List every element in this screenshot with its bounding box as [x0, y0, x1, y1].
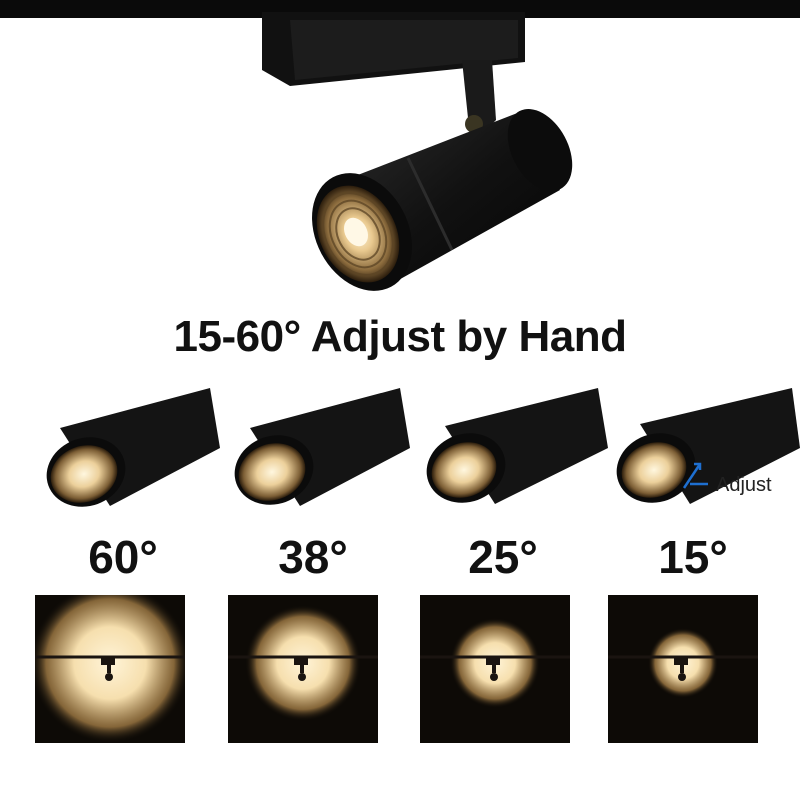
headline-title: 15-60° Adjust by Hand — [173, 312, 627, 361]
fixture-head — [490, 673, 498, 681]
lens-closeup-25 — [417, 388, 608, 514]
beam-pattern-25 — [420, 595, 570, 743]
angle-label-15: 15° — [658, 531, 728, 583]
angle-label-38: 38° — [278, 531, 348, 583]
angle-label-60: 60° — [88, 531, 158, 583]
adjust-label: Adjust — [716, 474, 772, 496]
beam-pattern-15 — [608, 595, 758, 743]
lens-closeup-38 — [225, 388, 410, 516]
fixture-head — [105, 673, 113, 681]
fixture-head — [298, 673, 306, 681]
angle-label-25: 25° — [468, 531, 538, 583]
track-light-fixture — [0, 0, 800, 310]
lens-closeup-60 — [37, 388, 220, 518]
beam-pattern-60 — [35, 595, 185, 743]
beam-pattern-38 — [228, 595, 378, 743]
lens-closeups — [0, 388, 800, 518]
fixture-head — [678, 673, 686, 681]
